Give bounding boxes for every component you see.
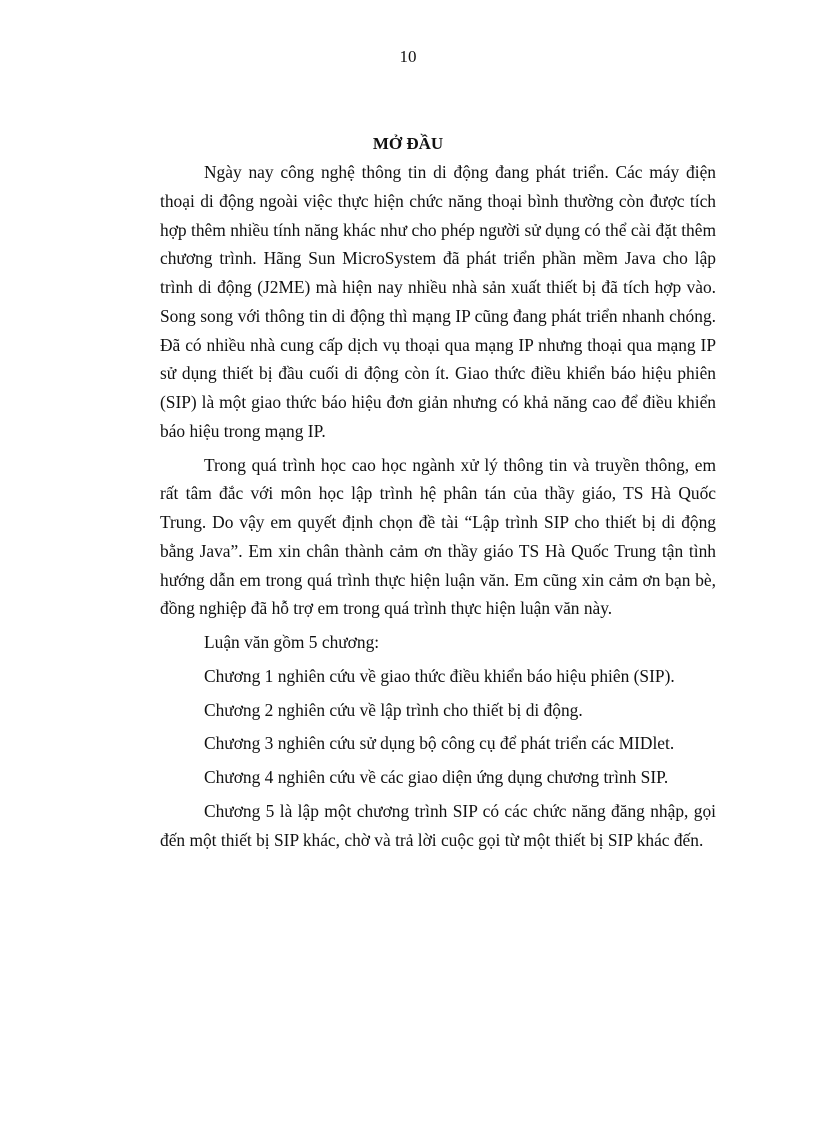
chapter-4-summary: Chương 4 nghiên cứu về các giao diện ứng dụng chương trình SIP. [204, 767, 669, 787]
chapter-3-summary: Chương 3 nghiên cứu sử dụng bộ công cụ để phát triển các MIDlet. [204, 733, 675, 754]
paragraph-acknowledgement: Trong quá trình học cao học ngành xử lý thông tin và truyền thông, em rất tâm đắc với môn học lập trình hệ phân tán của thầy giáo, TS Hà Quốc Trung. Do vậy em quyết định chọn đề tài “Lập trình SIP cho thiết bị di động bằng Java”. Em xin chân thành cảm ơn thầy giáo TS Hà Quốc Trung tận tình hướng dẫn em trong quá trình thực hiện luận văn. Em cũng xin cảm ơn bạn bè, đồng nghiệp đã hỗ trợ em trong quá trình thực hiện luận văn này. [160, 454, 716, 619]
paragraph-outline-intro: Luận văn gồm 5 chương: [204, 632, 380, 652]
page-number: 10 [399, 47, 417, 66]
body-text [160, 158, 716, 859]
chapter-5-summary: Chương 5 là lập một chương trình SIP có các chức năng đăng nhập, gọi đến một thiết bị SIP khác, chờ và trả lời cuộc gọi từ một thiết bị SIP khác đến. [160, 800, 716, 850]
chapter-2-summary: Chương 2 nghiên cứu về lập trình cho thiết bị di động. [204, 699, 583, 720]
paragraph-intro: Ngày nay công nghệ thông tin di động đang phát triển. Các máy điện thoại di động ngoài việc thực hiện chức năng thoại bình thường còn được tích hợp thêm nhiều tính năng khác như cho phép người sử dụng có thể cài đặt thêm chương trình. Hãng Sun MicroSystem đã phát triển phần mềm Java cho lập trình di động (J2ME) mà hiện nay nhiều nhà sản xuất thiết bị đã tích hợp vào. Song song với thông tin di động thì mạng IP cũng đang phát triển nhanh chóng. Đã có nhiều nhà cung cấp dịch vụ thoại qua mạng IP nhưng thoại qua mạng IP sử dụng thiết bị đầu cuối di động còn ít. Giao thức điều khiển báo hiệu phiên (SIP) là một giao thức báo hiệu đơn giản nhưng có khả năng cao để điều khiển báo hiệu trong mạng IP. [160, 162, 716, 441]
chapter-1-summary: Chương 1 nghiên cứu về giao thức điều khiển báo hiệu phiên (SIP). [204, 665, 675, 686]
section-heading: MỞ ĐẦU [372, 134, 444, 153]
